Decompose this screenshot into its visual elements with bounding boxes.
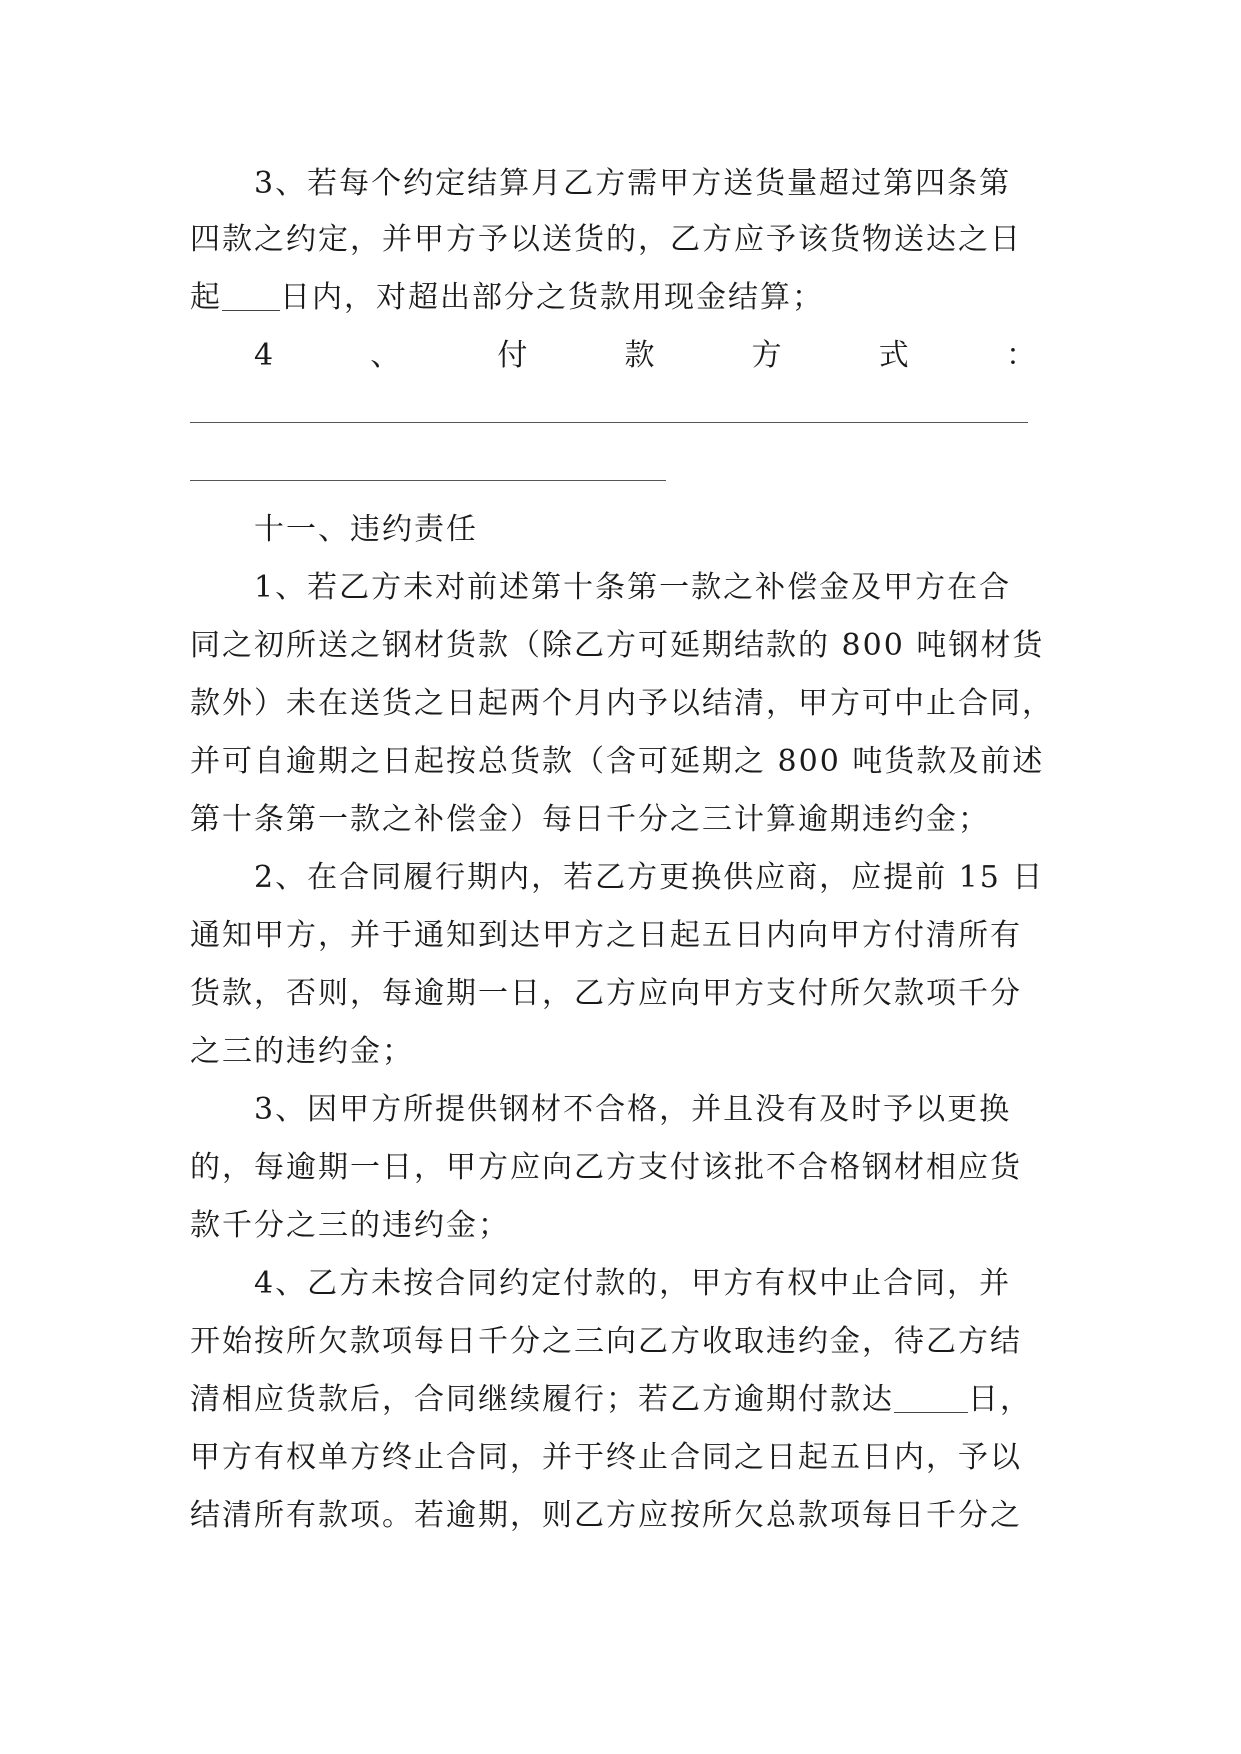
clause-11-3-line-3: 款千分之三的违约金； xyxy=(190,1208,510,1243)
clause-11-1-line-3: 款外）未在送货之日起两个月内予以结清，甲方可中止合同， xyxy=(190,686,1054,721)
clause-10-3-line-1: 3、若每个约定结算月乙方需甲方送货量超过第四条第 xyxy=(190,166,1012,201)
clause-11-1-line-1: 1、若乙方未对前述第十条第一款之补偿金及甲方在合 xyxy=(190,570,1012,605)
clause-11-4-line-3-end: 日， xyxy=(968,1382,1032,1417)
clause-10-3-line-3-start: 起 xyxy=(190,280,222,315)
clause-11-2-line-2: 通知甲方，并于通知到达甲方之日起五日内向甲方付清所有 xyxy=(190,918,1022,953)
clause-11-1-line-2: 同之初所送之钢材货款（除乙方可延期结款的 800 吨钢材货 xyxy=(190,628,1045,663)
payment-char-4: 款 xyxy=(624,338,657,373)
payment-method-blank-line-2 xyxy=(190,443,1052,501)
clause-11-1-line-5: 第十条第一款之补偿金）每日千分之三计算逾期违约金； xyxy=(190,802,990,837)
clause-11-1-line-4: 并可自逾期之日起按总货款（含可延期之 800 吨货款及前述 xyxy=(190,744,1045,779)
clause-11-2-line-4: 之三的违约金； xyxy=(190,1034,414,1069)
clause-11-4-line-1: 4、乙方未按合同约定付款的，甲方有权中止合同，并 xyxy=(190,1266,1012,1301)
payment-method-blank-line-1 xyxy=(190,385,1052,443)
days-blank-field xyxy=(222,280,280,311)
clause-11-2-line-3: 货款，否则，每逾期一日，乙方应向甲方支付所欠款项千分 xyxy=(190,976,1022,1011)
clause-10-3-line-3 xyxy=(190,269,1052,327)
clause-11-4-line-3 xyxy=(190,1371,1052,1429)
clause-10-3-line-3-end: 日内，对超出部分之货款用现金结算； xyxy=(280,280,824,315)
clause-11-4-line-5: 结清所有款项。若逾期，则乙方应按所欠总款项每日千分之 xyxy=(190,1498,1022,1533)
payment-char-5: 方 xyxy=(751,338,784,373)
clause-11-2-line-1: 2、在合同履行期内，若乙方更换供应商，应提前 15 日 xyxy=(190,860,1045,895)
overdue-days-blank-field xyxy=(894,1382,968,1413)
document-page xyxy=(190,155,1052,1545)
clause-11-3-line-2: 的，每逾期一日，甲方应向乙方支付该批不合格钢材相应货 xyxy=(190,1150,1022,1185)
payment-char-2: 、 xyxy=(370,338,403,373)
payment-char-6: 式 xyxy=(878,338,911,373)
payment-method-heading xyxy=(190,327,1038,385)
payment-char-1: 4 xyxy=(254,338,276,373)
clause-10-3-line-2: 四款之约定，并甲方予以送货的，乙方应予该货物送达之日 xyxy=(190,222,1022,257)
clause-11-4-line-2: 开始按所欠款项每日千分之三向乙方收取违约金，待乙方结 xyxy=(190,1324,1022,1359)
payment-char-7: ： xyxy=(1005,338,1038,373)
clause-11-4-line-3-start: 清相应货款后，合同继续履行；若乙方逾期付款达 xyxy=(190,1382,894,1417)
section-11-title: 十一、违约责任 xyxy=(190,512,478,547)
payment-char-3: 付 xyxy=(497,338,530,373)
clause-11-4-line-4: 甲方有权单方终止合同，并于终止合同之日起五日内，予以 xyxy=(190,1440,1022,1475)
clause-11-3-line-1: 3、因甲方所提供钢材不合格，并且没有及时予以更换 xyxy=(190,1092,1012,1127)
